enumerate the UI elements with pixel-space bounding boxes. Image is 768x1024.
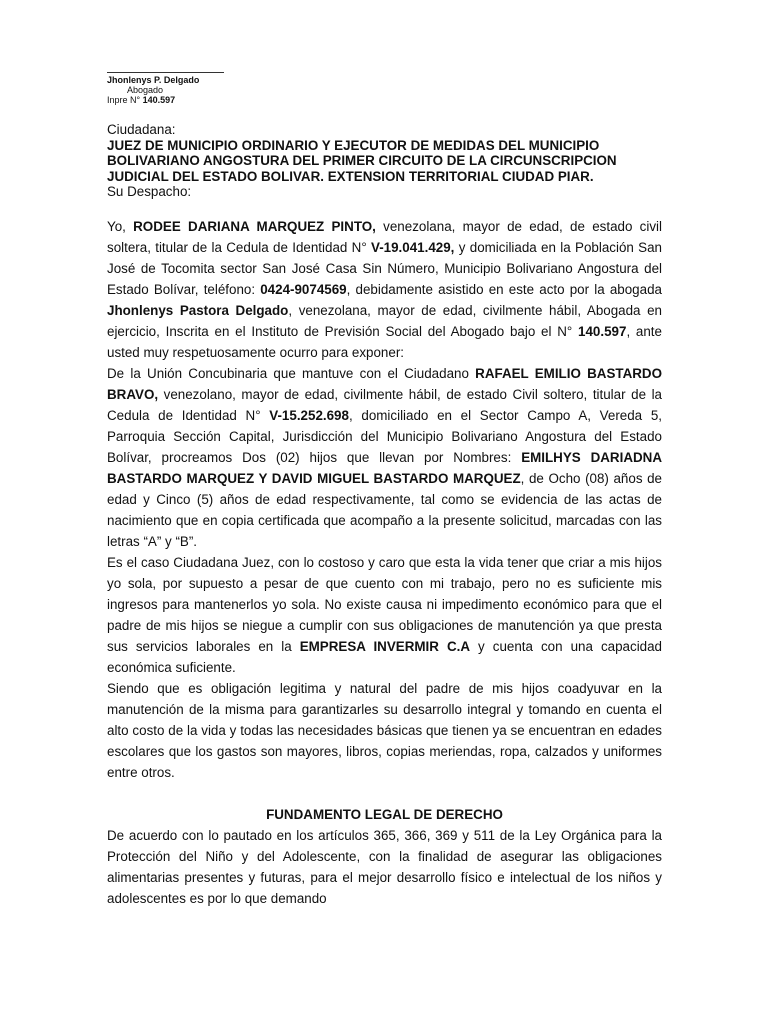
p1-text-2: venezolana, mayor de edad, de estado civil soltera, titular de la Cedula de Identidad N° [107, 219, 662, 255]
document-body [107, 216, 662, 909]
p3-text-2: y cuenta con una capacidad económica suficiente. [107, 639, 663, 675]
letterhead [107, 72, 224, 105]
inpre-number: 140.597 [142, 95, 176, 105]
p1-bold-5: 140.597 [578, 324, 627, 339]
p3-text-1: Es el caso Ciudadana Juez, con lo costoso y caro que esta la vida tener que criar a mis hijos yo sola, por supuesto a pesar de que cuento con mi trabajo, pero no es suficiente mis ingresos para mantenerlos yo sola. No existe causa ni impedimento económico para que el padre de mis hijos se niegue a cumplir con sus obligaciones de manutención ya que presta sus servicios laborales en la [107, 555, 662, 654]
paragraph-2 [107, 363, 662, 552]
paragraph-3 [107, 552, 662, 678]
p2-text-4: , de Ocho (08) años de edad y Cinco (5) años de edad respectivamente, tal como se evidencia de las actas de nacimiento que en copia certificada que acompaño a la presente solicitud, marcadas con las letras “A” y “B”. [107, 471, 663, 549]
p1-bold-2: V-19.041.429, [371, 240, 455, 255]
p1-bold-1: RODEE DARIANA MARQUEZ PINTO, [133, 219, 376, 234]
p1-text-6: , ante usted muy respetuosamente ocurro para exponer: [107, 324, 662, 360]
addressee: JUEZ DE MUNICIPIO ORDINARIO Y EJECUTOR DE MEDIDAS DEL MUNICIPIO BOLIVARIANO ANGOSTURA DEL PRIMER CIRCUITO DE LA CIRCUNSCRIPCION JUDICIAL DEL ESTADO BOLIVAR. EXTENSION TERRITORIAL CIUDAD PIAR. [107, 137, 617, 184]
inpre-label: Inpre N° [107, 95, 141, 105]
closing: Su Despacho: [107, 184, 192, 199]
paragraph-1 [107, 216, 662, 363]
p2-bold-2: V-15.252.698 [269, 408, 349, 423]
lawyer-title: Abogado [127, 85, 164, 95]
p2-text-3: , domiciliado en el Sector Campo A, Vereda 5, Parroquia Sección Capital, Jurisdicción del Municipio Bolivariano Angostura del Estado Bolívar, procreamos Dos (02) hijos que llevan por Nombres: [107, 408, 662, 465]
section-heading: FUNDAMENTO LEGAL DE DERECHO [266, 807, 503, 822]
p1-bold-4: Jhonlenys Pastora Delgado [107, 303, 289, 318]
p1-text-5: , venezolana, mayor de edad, civilmente hábil, Abogada en ejercicio, Inscrita en el Instituto de Previsión Social del Abogado bajo el N° [107, 303, 662, 339]
p1-bold-3: 0424-9074569 [260, 282, 347, 297]
p2-text-1: De la Unión Concubinaria que mantuve con el Ciudadano [107, 366, 476, 381]
p2-text-2: venezolano, mayor de edad, civilmente hábil, de estado Civil soltero, titular de la Cedula de Identidad N° [107, 387, 662, 423]
p2-bold-1: RAFAEL EMILIO BASTARDO BRAVO, [107, 366, 662, 402]
inpre-line [107, 95, 224, 105]
salutation: Ciudadana: [107, 122, 176, 137]
p1-text-4: , debidamente asistido en este acto por la abogada [346, 282, 662, 297]
p1-text-1: Yo, [107, 219, 134, 234]
lawyer-name: Jhonlenys P. Delgado [107, 75, 200, 85]
p1-text-3: y domiciliada en la Población San José de Tocomita sector San José Casa Sin Número, Municipio Bolivariano Angostura del Estado Bolívar, teléfono: [107, 240, 662, 297]
p2-bold-3: EMILHYS DARIADNA BASTARDO MARQUEZ Y DAVID MIGUEL BASTARDO MARQUEZ [107, 450, 663, 486]
paragraph-5: De acuerdo con lo pautado en los artículos 365, 366, 369 y 511 de la Ley Orgánica para la Protección del Niño y del Adolescente, con la finalidad de asegurar las obligaciones alimentarias presentes y futuras, para el mejor desarrollo físico e intelectual de los niños y adolescentes es por lo que demando [107, 828, 662, 906]
p3-bold-1: EMPRESA INVERMIR C.A [299, 639, 471, 654]
paragraph-4: Siendo que es obligación legitima y natural del padre de mis hijos coadyuvar en la manutención de la misma para garantizarles su desarrollo integral y tomando en cuenta el alto costo de la vida y todas las necesidades básicas que tienen ya se encuentran en edades escolares que los gastos son mayores, libros, copias meriendas, ropa, calzados y uniformes entre otros. [107, 681, 662, 780]
address-block [107, 122, 662, 200]
signature-line [107, 72, 224, 73]
